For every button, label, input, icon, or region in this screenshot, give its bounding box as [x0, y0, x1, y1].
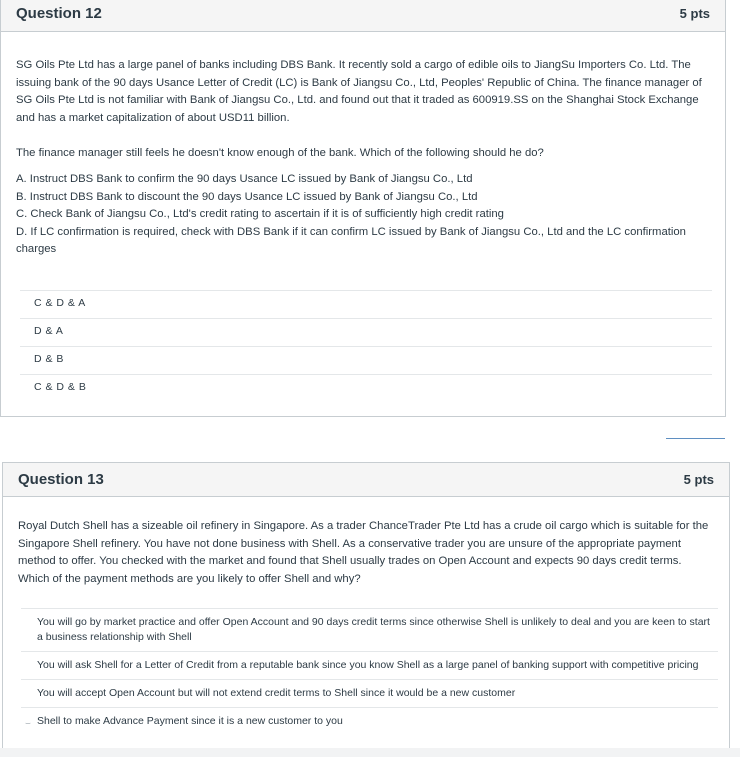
question-text [3, 497, 729, 588]
answer-label: D & B [34, 353, 64, 365]
divider-link-line [666, 438, 725, 439]
question-header [1, 0, 725, 32]
question-points: 5 pts [683, 472, 714, 487]
answer-option[interactable] [20, 374, 712, 402]
answer-label: Shell to make Advance Payment since it is a new customer to you [37, 715, 343, 727]
question-text [1, 32, 725, 259]
answer-list [21, 608, 718, 735]
answer-option[interactable] [20, 318, 712, 346]
question-13-card [2, 462, 730, 752]
selected-check-icon: ⌣ [25, 718, 31, 728]
answer-option-selected[interactable] [21, 707, 718, 735]
answer-label: You will ask Shell for a Letter of Credit from a reputable bank since you know Shell as a large panel of banking support with competitive pricing [37, 659, 699, 671]
answer-label: C & D & A [34, 297, 86, 309]
question-paragraph: SG Oils Pte Ltd has a large panel of banks including DBS Bank. It recently sold a cargo of edible oils to JiangSu Importers Co. Ltd. The issuing bank of the 90 days Usance Letter of Credit (LC) is Bank of Jiangsu Co., Ltd, Peoples' Republic of China. The finance manager of SG Oils Pte Ltd is not familiar with Bank of Jiangsu Co., Ltd. and found out that it traded as 600919.SS on the Shanghai Stock Exchange and has a market capitalization of about USD11 billion. [16, 59, 702, 124]
answer-option[interactable] [21, 679, 718, 707]
answer-label: You will accept Open Account but will not extend credit terms to Shell since it would be a new customer [37, 687, 516, 699]
option-b-text: B. Instruct DBS Bank to discount the 90 days Usance LC issued by Bank of Jiangsu Co., Ltd [16, 190, 478, 203]
question-paragraph: Royal Dutch Shell has a sizeable oil refinery in Singapore. As a trader ChanceTrader Pte Ltd has a crude oil cargo which is suitable for the Singapore Shell refinery. You have not done business with Shell. As a conservative trader you are unsure of the appropriate payment method to offer. You checked with the market and found that Shell usually trades on Open Account and expects 90 days credit terms. Which of the payment methods are you likely to offer Shell and why? [18, 520, 709, 585]
question-title: Question 13 [18, 471, 104, 488]
option-c-text: C. Check Bank of Jiangsu Co., Ltd's credit rating to ascertain if it is of sufficiently high credit rating [16, 208, 504, 221]
option-a-text: A. Instruct DBS Bank to confirm the 90 days Usance LC issued by Bank of Jiangsu Co., Ltd [16, 172, 473, 185]
answer-label: D & A [34, 325, 64, 337]
answer-option[interactable] [21, 608, 718, 651]
option-d-text: D. If LC confirmation is required, check with DBS Bank if it can confirm LC issued by Bank of Jiangsu Co., Ltd and the LC confirmation charges [16, 225, 686, 256]
answer-label: You will go by market practice and offer Open Account and 90 days credit terms since otherwise Shell is unlikely to deal and you are keen to start a business relationship with Shell [37, 616, 710, 643]
answer-option[interactable] [21, 651, 718, 679]
answer-option[interactable] [20, 346, 712, 374]
question-points: 5 pts [679, 6, 710, 21]
question-prompt: The finance manager still feels he doesn't know enough of the bank. Which of the following should he do? [16, 147, 544, 160]
question-title: Question 12 [16, 5, 102, 22]
page-bottom-strip [0, 748, 740, 757]
question-header [3, 463, 729, 497]
answer-list [20, 290, 712, 402]
answer-label: C & D & B [34, 381, 87, 393]
answer-option[interactable] [20, 290, 712, 318]
